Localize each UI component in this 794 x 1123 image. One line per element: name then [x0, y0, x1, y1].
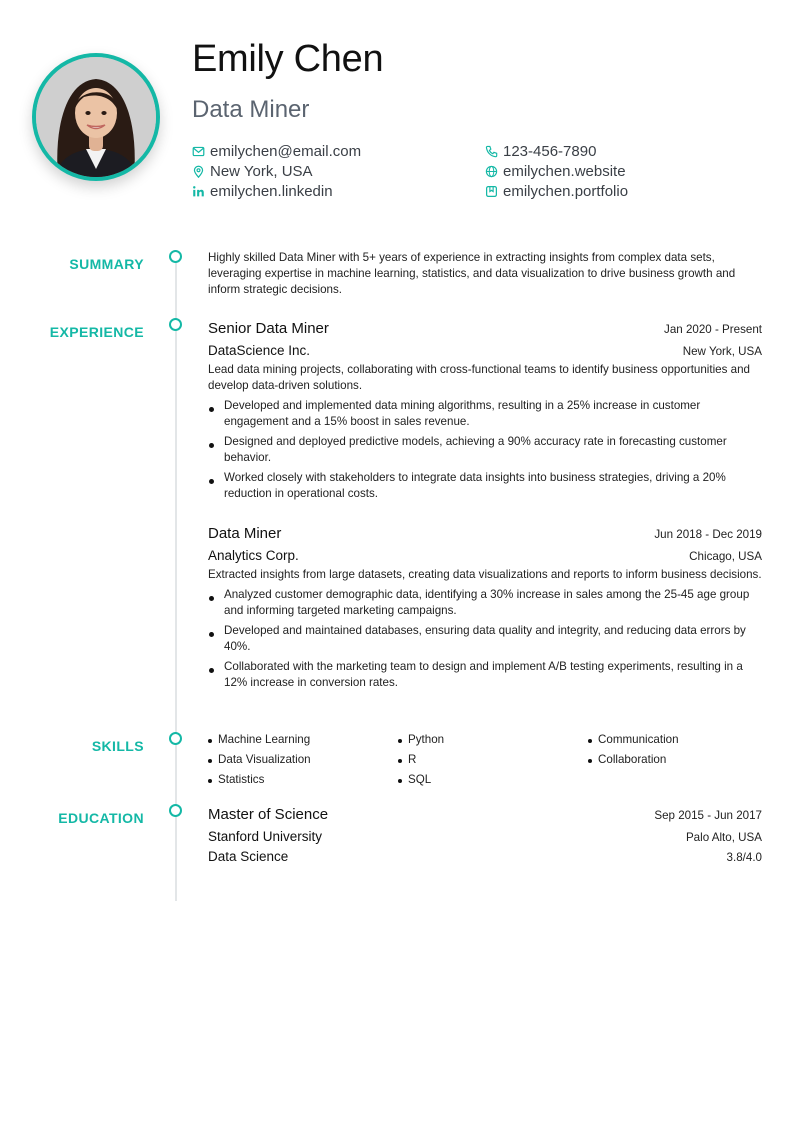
skill-item: Communication	[588, 732, 762, 748]
location-icon	[192, 165, 205, 178]
job-description: Extracted insights from large datasets, creating data visualizations and reports to inform business decisions.	[208, 568, 762, 581]
job-location: Chicago, USA	[689, 550, 762, 563]
list-item: Analyzed customer demographic data, identifying a 30% increase in sales among the 25-45 age group and informing targeted marketing campaigns.	[208, 587, 762, 619]
candidate-role: Data Miner	[192, 96, 310, 123]
job-company: DataScience Inc.	[208, 343, 311, 358]
mail-icon	[192, 145, 205, 158]
contact-email[interactable]	[192, 143, 361, 160]
globe-icon	[485, 165, 498, 178]
job-entry	[208, 525, 762, 695]
profile-photo	[32, 53, 160, 181]
summary-heading: SUMMARY	[69, 256, 144, 272]
education-heading: EDUCATION	[58, 810, 144, 826]
education-field: Data Science	[208, 849, 289, 864]
education-location: Palo Alto, USA	[685, 831, 762, 844]
contact-linkedin[interactable]	[192, 183, 333, 200]
experience-timeline-dot	[169, 318, 182, 331]
list-item: Developed and maintained databases, ensuring data quality and integrity, and reducing data errors by 40%.	[208, 623, 762, 655]
skill-item: Data Visualization	[208, 752, 398, 768]
contact-linkedin-text: emilychen.linkedin	[210, 183, 333, 200]
contact-location-text: New York, USA	[210, 163, 313, 180]
summary-text: Highly skilled Data Miner with 5+ years of experience in extracting insights from complex data sets, leveraging expertise in machine learning, statistics, and data visualization to drive business growth and inform strategic decisions.	[208, 251, 736, 296]
portrait-illustration	[36, 57, 156, 177]
job-description: Lead data mining projects, collaborating with cross-functional teams to identify business opportunities and develop data-driven solutions.	[208, 363, 750, 392]
skills-heading: SKILLS	[91, 738, 144, 754]
contact-website-text: emilychen.website	[503, 163, 626, 180]
list-item: Worked closely with stakeholders to integrate data insights into business strategies, driving a 20% reduction in operational costs.	[208, 470, 762, 502]
skill-item: Statistics	[208, 772, 398, 788]
skill-item: Machine Learning	[208, 732, 398, 748]
linkedin-icon	[192, 185, 205, 198]
job-title: Senior Data Miner	[208, 320, 329, 337]
skill-item: SQL	[398, 772, 588, 788]
contact-location	[192, 163, 313, 180]
job-location: New York, USA	[682, 345, 762, 358]
contact-portfolio[interactable]	[485, 183, 628, 200]
job-achievements	[208, 587, 762, 691]
job-title: Data Miner	[208, 525, 282, 542]
education-gpa: 3.8/4.0	[726, 851, 762, 864]
skills-timeline-dot	[169, 732, 182, 745]
education-entry	[208, 806, 762, 864]
contact-phone-text: 123-456-7890	[503, 143, 597, 160]
job-dates: Jan 2020 - Present	[664, 323, 762, 336]
list-item: Designed and deployed predictive models, achieving a 90% accuracy rate in forecasting customer behavior.	[208, 434, 762, 466]
job-dates: Jun 2018 - Dec 2019	[654, 528, 762, 541]
skill-item: R	[398, 752, 588, 768]
contact-email-text: emilychen@email.com	[210, 143, 362, 160]
phone-icon	[485, 145, 498, 158]
skill-item: Python	[398, 732, 588, 748]
list-item: Developed and implemented data mining algorithms, resulting in a 25% increase in customer engagement and a 15% boost in sales revenue.	[208, 398, 762, 430]
skill-item: Collaboration	[588, 752, 762, 768]
education-degree: Master of Science	[208, 806, 329, 823]
candidate-name: Emily Chen	[192, 38, 384, 80]
job-entry	[208, 320, 762, 506]
skills-grid	[208, 732, 762, 788]
education-school: Stanford University	[208, 829, 323, 844]
job-company: Analytics Corp.	[208, 548, 299, 563]
contact-phone[interactable]	[485, 143, 596, 160]
contact-portfolio-text: emilychen.portfolio	[503, 183, 629, 200]
contact-website[interactable]	[485, 163, 626, 180]
experience-heading: EXPERIENCE	[49, 324, 144, 340]
list-item: Collaborated with the marketing team to design and implement A/B testing experiments, resulting in a 12% increase in conversion rates.	[208, 659, 762, 691]
education-timeline-dot	[169, 804, 182, 817]
portfolio-icon	[485, 185, 498, 198]
education-dates: Sep 2015 - Jun 2017	[654, 809, 762, 822]
job-achievements	[208, 398, 762, 502]
summary-timeline-dot	[169, 250, 182, 263]
